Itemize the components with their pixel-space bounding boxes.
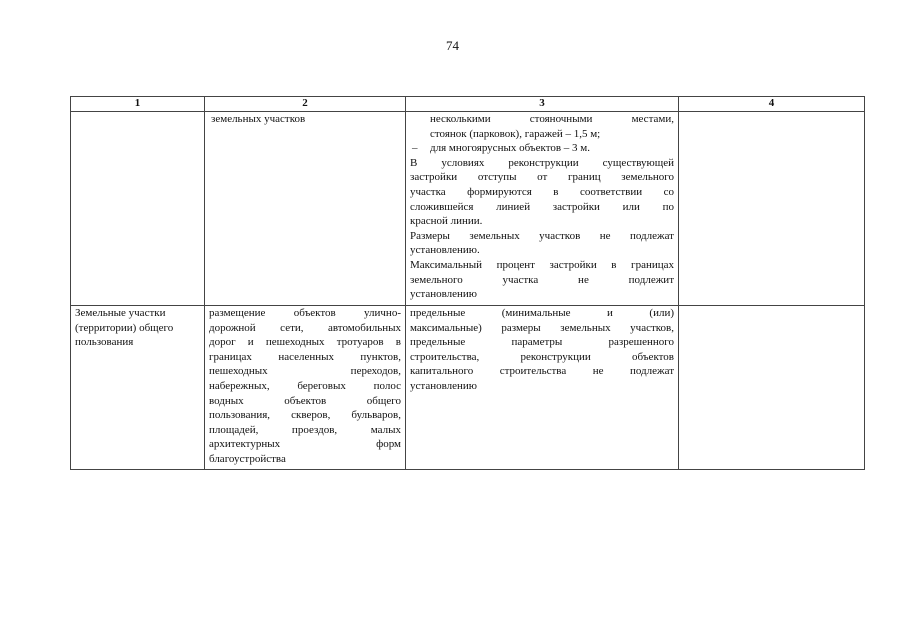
row1-col3-line: установлению: [410, 288, 478, 301]
row1-col3-line: стоянок (парковок), гаражей – 1,5 м;: [430, 127, 601, 140]
column-header-4: 4: [679, 97, 865, 112]
row2-col2-line: дорог и пешеходных тротуаров в: [209, 336, 401, 349]
row1-col3-line: Размеры земельных участков не подлежат: [410, 229, 674, 242]
row1-col3-line: Максимальный процент застройки в границах: [410, 258, 674, 271]
row1-col3-dash-item: [410, 141, 674, 156]
row1-col3-line: несколькими стояночными местами,: [430, 113, 674, 125]
row2-col2-line: дорожной сети, автомобильных: [209, 321, 401, 334]
row2-col1-cell: [71, 306, 205, 470]
row1-col3-line: установлению.: [410, 244, 480, 257]
row2-col2-line: водных объектов общего: [209, 394, 401, 407]
column-header-2: 2: [205, 97, 406, 112]
dash-item-text: для многоярусных объектов – 3 м.: [430, 142, 591, 155]
row2-col3-line: установлению: [410, 379, 478, 392]
row2-col2-line: благоустройства: [209, 452, 286, 465]
row2-col3-cell: [406, 306, 679, 470]
row2-col2-line: пользования, скверов, бульваров,: [209, 409, 401, 422]
row1-col2-text: земельных участков: [211, 113, 306, 125]
table-row: [71, 112, 865, 306]
row2-col2-line: границах населенных пунктов,: [209, 350, 401, 363]
row2-col3-line: максимальные) размеры земельных участков,: [410, 321, 674, 334]
row1-col3-line: застройки отступы от границ земельного: [410, 171, 674, 184]
row1-col3-line: В условиях реконструкции существующей: [410, 156, 674, 169]
row2-col4-cell: [679, 306, 865, 470]
dash-bullet: –: [412, 142, 418, 155]
row1-col3-line: сложившейся линией застройки или по: [410, 200, 674, 213]
page-number: 74: [446, 38, 459, 53]
row1-col2-cell: [205, 112, 406, 306]
row1-col3-cell: [406, 112, 679, 306]
row1-col4-cell: [679, 112, 865, 306]
table-row: [71, 306, 865, 470]
row2-col2-line: площадей, проездов, малых: [209, 423, 401, 436]
row2-col2-line: набережных, береговых полос: [209, 379, 401, 392]
row2-col2-line: архитектурных форм: [209, 438, 401, 451]
column-header-3: 3: [406, 97, 679, 112]
regulations-table: [70, 96, 865, 470]
table-header-row: [71, 97, 865, 112]
row2-col2-line: размещение объектов улично-: [209, 307, 401, 319]
row1-col1-cell: [71, 112, 205, 306]
column-header-1: 1: [71, 97, 205, 112]
row1-col3-line: земельного участка не подлежит: [410, 273, 674, 286]
row2-col1-line: Земельные участки: [75, 307, 166, 319]
row2-col1-line: пользования: [75, 336, 134, 349]
row2-col3-line: капитального строительства не подлежат: [410, 365, 674, 378]
row1-col3-line: красной линии.: [410, 215, 483, 228]
row2-col3-line: предельные (минимальные и (или): [410, 307, 674, 319]
row2-col3-line: предельные параметры разрешенного: [410, 336, 674, 349]
row2-col1-line: (территории) общего: [75, 321, 174, 334]
row1-col3-line: участка формируются в соответствии со: [410, 185, 674, 198]
row2-col2-cell: [205, 306, 406, 470]
row2-col3-line: строительства, реконструкции объектов: [410, 350, 674, 363]
row2-col2-line: пешеходных переходов,: [209, 365, 401, 378]
